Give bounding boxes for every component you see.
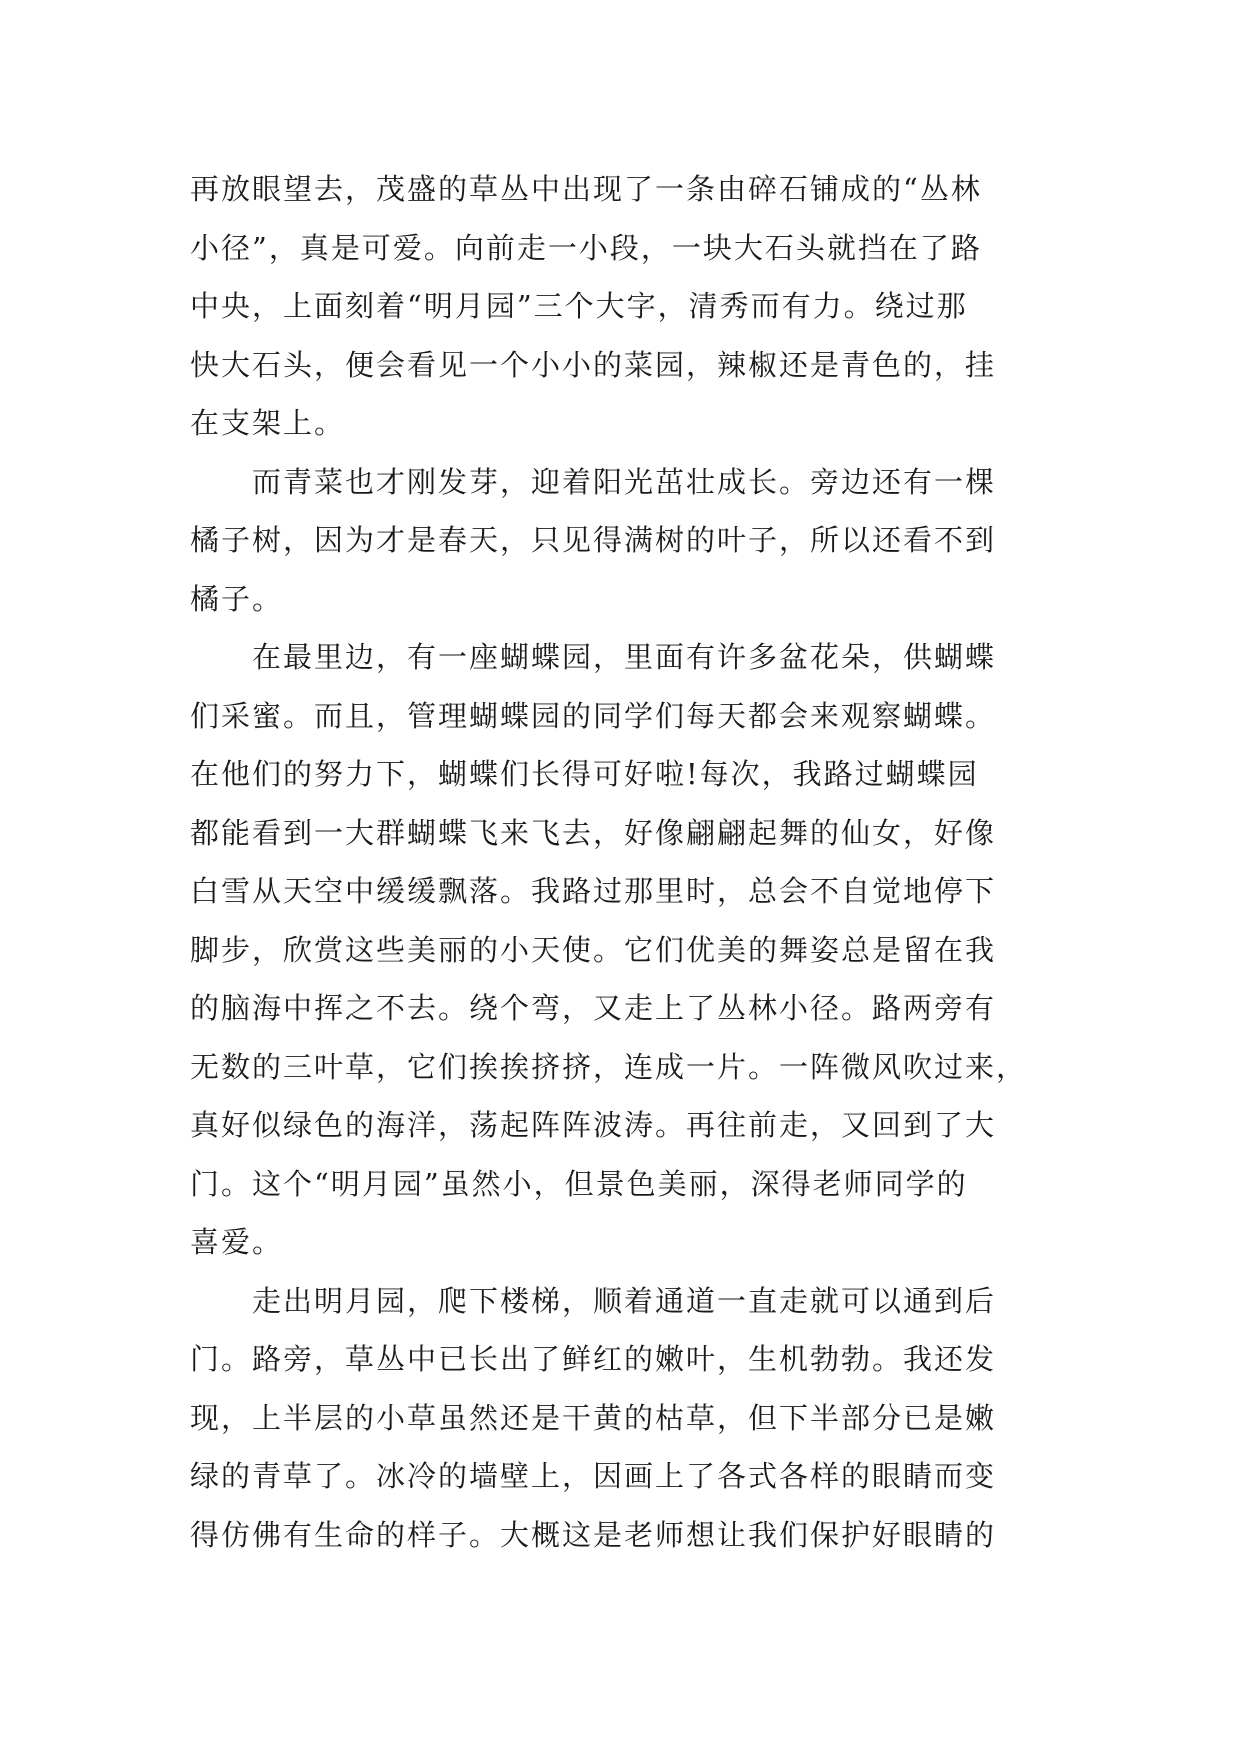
text-line: 在最里边，有一座蝴蝶园，里面有许多盆花朵，供蝴蝶 [190,640,997,674]
text-line: 都能看到一大群蝴蝶飞来飞去，好像翩翩起舞的仙女，好像 [190,815,997,850]
body-text [190,160,1070,1564]
text-line: 橘子。 [190,581,284,616]
text-line: 绿的青草了。冰冷的墙壁上，因画上了各式各样的眼睛而变 [190,1459,997,1493]
text-line: 们采蜜。而且，管理蝴蝶园的同学们每天都会来观察蝴蝶。 [190,698,997,733]
text-line: 快大石头，便会看见一个小小的菜园，辣椒还是青色的，挂 [190,347,997,382]
text-line: 小径”，真是可爱。向前走一小段，一块大石头就挡在了路 [190,230,982,265]
text-line: 的脑海中挥之不去。绕个弯，又走上了丛林小径。路两旁有 [190,991,997,1025]
text-line: 橘子树，因为才是春天，只见得满树的叶子，所以还看不到 [190,523,997,557]
text-line: 喜爱。 [190,1225,284,1259]
text-line: 再放眼望去，茂盛的草丛中出现了一条由碎石铺成的“丛林 [190,172,982,206]
text-line: 在他们的努力下，蝴蝶们长得可好啦!每次，我路过蝴蝶园 [190,757,979,791]
text-line: 中央，上面刻着“明月园”三个大字，清秀而有力。绕过那 [190,289,968,323]
text-line: 白雪从天空中缓缓飘落。我路过那里时，总会不自觉地停下 [190,874,997,908]
text-line: 走出明月园，爬下楼梯，顺着通道一直走就可以通到后 [190,1283,997,1318]
text-line: 得仿佛有生命的样子。大概这是老师想让我们保护好眼睛的 [190,1517,997,1552]
text-line: 门。这个“明月园”虽然小，但景色美丽，深得老师同学的 [190,1166,968,1201]
text-line: 无数的三叶草，它们挨挨挤挤，连成一片。一阵微风吹过来， [190,1049,1028,1084]
text-line: 现，上半层的小草虽然还是干黄的枯草，但下半部分已是嫩 [190,1400,997,1435]
text-line: 门。路旁，草丛中已长出了鲜红的嫩叶，生机勃勃。我还发 [190,1342,997,1376]
text-line: 在支架上。 [190,406,346,440]
text-line: 而青菜也才刚发芽，迎着阳光茁壮成长。旁边还有一棵 [190,464,997,499]
text-line: 真好似绿色的海洋，荡起阵阵波涛。再往前走，又回到了大 [190,1108,997,1142]
text-line: 脚步，欣赏这些美丽的小天使。它们优美的舞姿总是留在我 [190,932,997,967]
